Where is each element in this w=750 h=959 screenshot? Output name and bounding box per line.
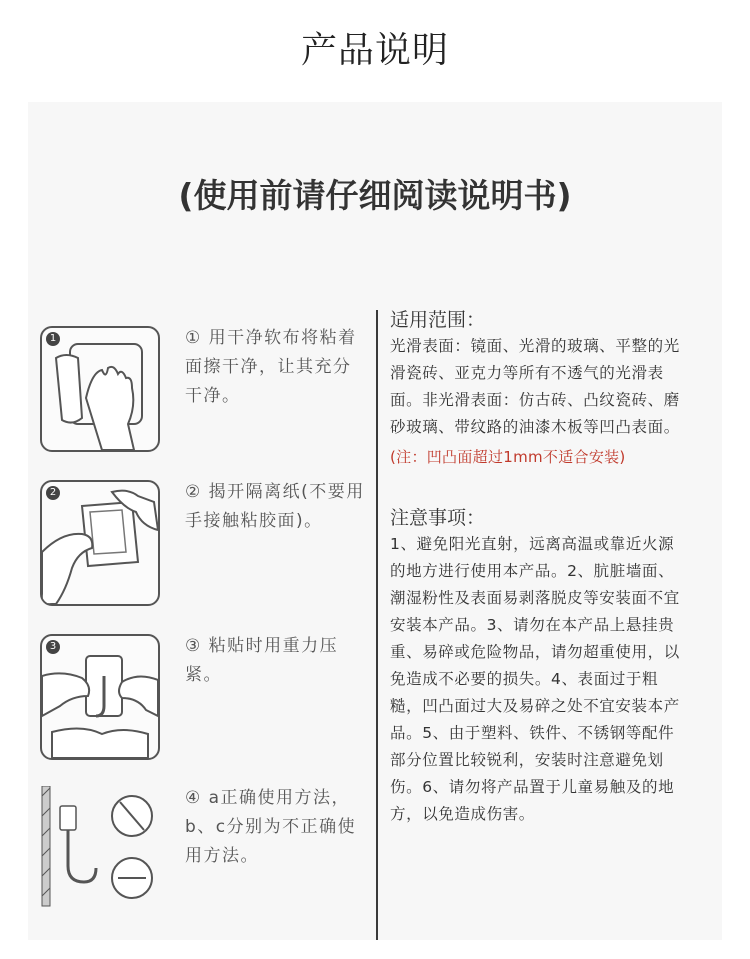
scope-note: (注：凹凸面超过1mm不适合安装) (390, 448, 626, 466)
right-column (390, 307, 690, 828)
step-1-text: ① 用干净软布将粘着面擦干净，让其充分干净。 (185, 328, 357, 406)
column-divider (376, 310, 378, 940)
press-hook-icon (42, 636, 158, 758)
step-3-text: ③ 粘贴时用重力压紧。 (185, 636, 339, 685)
step-number-badge: 3 (46, 640, 60, 654)
step-3-illustration (40, 634, 160, 760)
step-3 (40, 634, 370, 764)
step-1-illustration (40, 326, 160, 452)
step-2 (40, 480, 370, 610)
step-1 (40, 326, 370, 456)
card-heading: (使用前请仔细阅读说明书) (178, 176, 572, 215)
page-title: 产品说明 (300, 30, 449, 71)
step-2-illustration (40, 480, 160, 606)
step-4-illustration (40, 786, 156, 908)
notes-title: 注意事项： (390, 507, 486, 529)
scope-text: 光滑表面：镜面、光滑的玻璃、平整的光滑瓷砖、亚克力等所有不透气的光滑表面。非光滑表面：仿古砖、凸纹瓷砖、磨砂玻璃、带纹路的油漆木板等凹凸表面。 (390, 337, 680, 436)
notes-text: 1、避免阳光直射，远离高温或靠近火源的地方进行使用本产品。2、肮脏墙面、潮湿粉性及表面易剥落脱皮等安装面不宜安装本产品。3、请勿在本产品上悬挂贵重、易碎或危险物品，请勿超重使用，以免造成不必要的损失。4、表面过于粗糙，凹凸面过大及易碎之处不宜安装本产品。5、由于塑料、铁件、不锈钢等配件部分位置比较锐利，安装时注意避免划伤。6、请勿将产品置于儿童易触及的地方，以免造成伤害。 (390, 535, 680, 823)
step-4 (40, 786, 370, 916)
wipe-cloth-icon (42, 328, 158, 450)
peel-film-icon (42, 482, 158, 604)
step-number-badge: 1 (46, 332, 60, 346)
hook-usage-icon (40, 786, 156, 908)
scope-title: 适用范围： (390, 309, 486, 331)
step-number-badge: 2 (46, 486, 60, 500)
step-2-text: ② 揭开隔离纸(不要用手接触粘胶面)。 (185, 482, 365, 531)
instruction-card (28, 102, 722, 940)
step-4-text: ④ a正确使用方法，b、c分别为不正确使用方法。 (185, 788, 357, 866)
